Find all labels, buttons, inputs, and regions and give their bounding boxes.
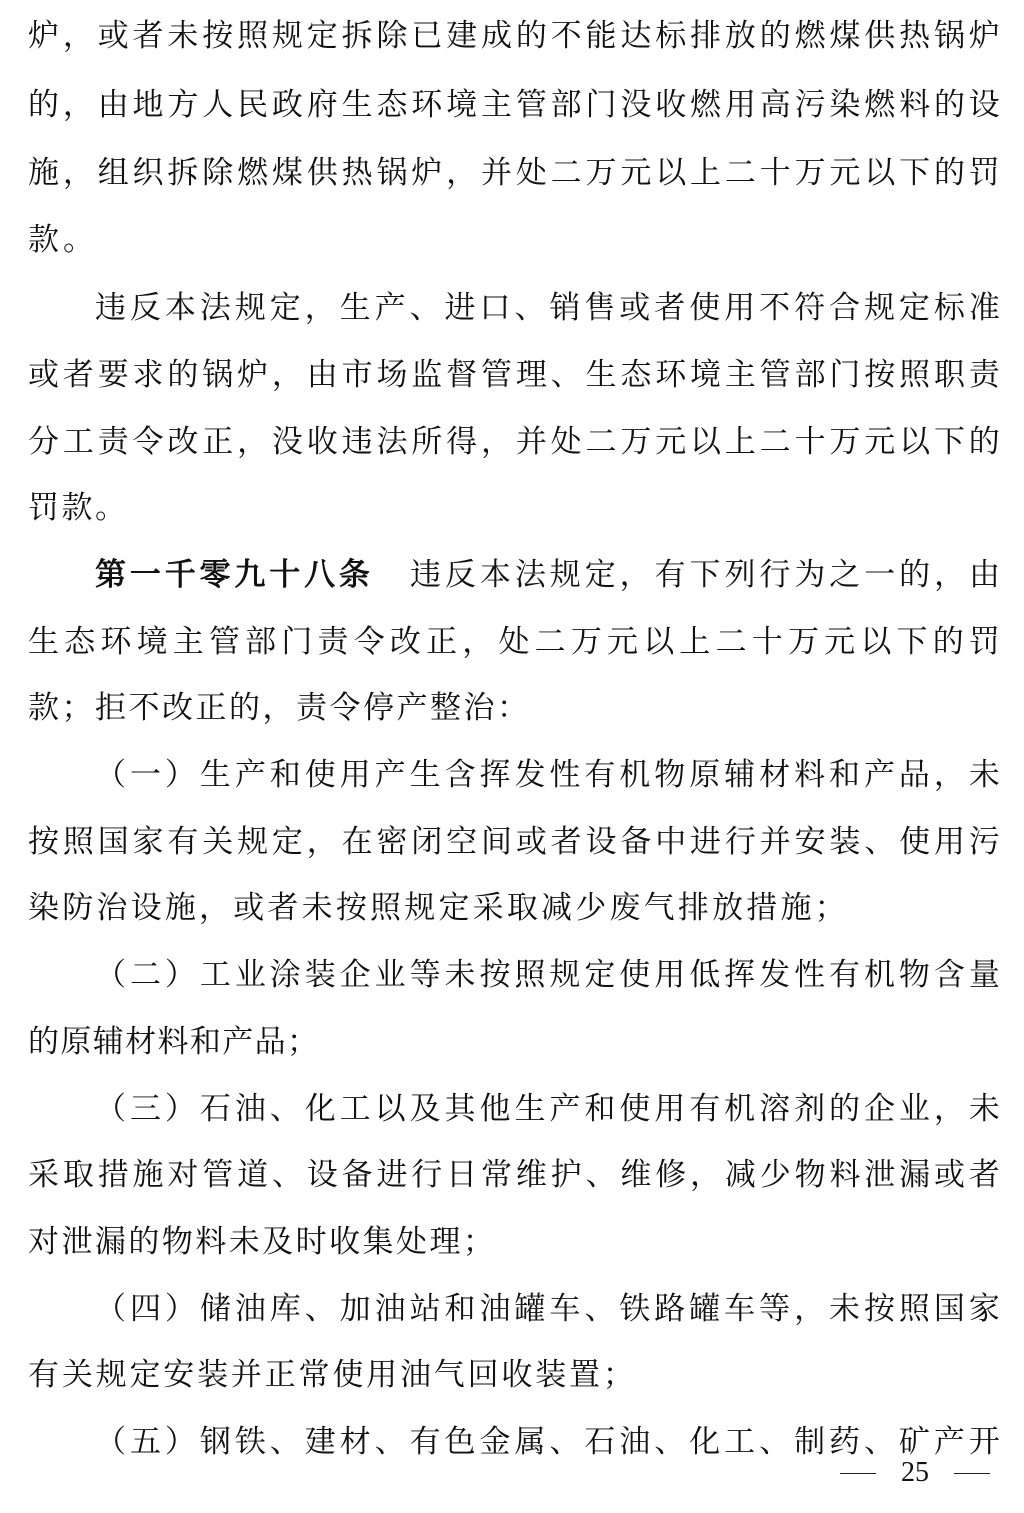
line-text: （ 五 ） 钢 铁 、 建 材 、 有 色 金 属 、 石 油 、 化 工 、 制 药 、 矿 产 开	[95, 1424, 1000, 1460]
line-text: 施 ， 组 织 拆 除 燃 煤 供 热 锅 炉 ， 并 处 二 万 元 以 上 二 十 万 元 以 下 的 罚	[28, 155, 1000, 191]
footer-dash-left	[840, 1473, 876, 1474]
text-line	[0, 286, 1024, 330]
text-line	[0, 218, 1024, 262]
text-line	[0, 1353, 1024, 1397]
article-heading: 第 一 千 零 九 十 八 条	[95, 557, 370, 593]
text-line	[0, 14, 1024, 58]
page-number: 25	[901, 1457, 929, 1488]
line-text: 或 者 要 求 的 锅 炉 ， 由 市 场 监 督 管 理 、 生 态 环 境 主 管 部 门 按 照 职 责	[28, 357, 1000, 393]
line-text: 分 工 责 令 改 正 ， 没 收 违 法 所 得 ， 并 处 二 万 元 以 上 二 十 万 元 以 下 的	[28, 424, 1000, 460]
line-text: 对 泄 漏 的 物 料 未 及 时 收 集 处 理 ；	[28, 1224, 494, 1260]
text-line	[0, 1087, 1024, 1131]
text-line	[0, 486, 1024, 530]
line-text: 款 ； 拒 不 改 正 的 ， 责 令 停 产 整 治 ：	[28, 690, 528, 726]
text-line	[0, 886, 1024, 930]
text-line	[0, 1220, 1024, 1264]
line-text: 染 防 治 设 施 ， 或 者 未 按 照 规 定 采 取 减 少 废 气 排 放 措 施 ；	[28, 890, 846, 926]
text-line	[0, 1287, 1024, 1331]
line-text: 违 反 本 法 规 定 ， 有 下 列 行 为 之 一 的 ， 由	[410, 557, 1000, 593]
text-line	[0, 151, 1024, 195]
text-line	[0, 420, 1024, 464]
text-line	[0, 353, 1024, 397]
text-line	[0, 820, 1024, 864]
text-line	[0, 1153, 1024, 1197]
line-text: 炉 ， 或 者 未 按 照 规 定 拆 除 已 建 成 的 不 能 达 标 排 放 的 燃 煤 供 热 锅 炉	[28, 18, 1000, 54]
text-line	[0, 620, 1024, 664]
line-text: 罚 款 。	[28, 490, 126, 526]
text-line	[0, 83, 1024, 127]
page-footer	[840, 1453, 990, 1493]
text-line	[0, 553, 1024, 597]
text-line	[0, 1020, 1024, 1064]
line-text: 的 ， 由 地 方 人 民 政 府 生 态 环 境 主 管 部 门 没 收 燃 用 高 污 染 燃 料 的 设	[28, 87, 1000, 123]
line-text: 生 态 环 境 主 管 部 门 责 令 改 正 ， 处 二 万 元 以 上 二 十 万 元 以 下 的 罚	[28, 624, 1000, 660]
footer-dash-right	[954, 1473, 990, 1474]
line-text: 采 取 措 施 对 管 道 、 设 备 进 行 日 常 维 护 、 维 修 ， 减 少 物 料 泄 漏 或 者	[28, 1157, 1000, 1193]
text-line	[0, 686, 1024, 730]
line-text: 有 关 规 定 安 装 并 正 常 使 用 油 气 回 收 装 置 ；	[28, 1357, 634, 1393]
line-text: 违 反 本 法 规 定 ， 生 产 、 进 口 、 销 售 或 者 使 用 不 符 合 规 定 标 准	[95, 290, 1000, 326]
line-text: （ 二 ） 工 业 涂 装 企 业 等 未 按 照 规 定 使 用 低 挥 发 性 有 机 物 含 量	[95, 957, 1000, 993]
line-text: （ 三 ） 石 油 、 化 工 以 及 其 他 生 产 和 使 用 有 机 溶 剂 的 企 业 ， 未	[95, 1091, 1000, 1127]
text-line	[0, 753, 1024, 797]
text-line	[0, 953, 1024, 997]
line-text: 按 照 国 家 有 关 规 定 ， 在 密 闭 空 间 或 者 设 备 中 进 行 并 安 装 、 使 用 污	[28, 824, 1000, 860]
line-text: （ 一 ） 生 产 和 使 用 产 生 含 挥 发 性 有 机 物 原 辅 材 料 和 产 品 ， 未	[95, 757, 1000, 793]
line-text: 款 。	[28, 222, 94, 258]
line-text: 的 原 辅 材 料 和 产 品 ；	[28, 1024, 318, 1060]
line-text: （ 四 ） 储 油 库 、 加 油 站 和 油 罐 车 、 铁 路 罐 车 等 ， 未 按 照 国 家	[95, 1291, 1000, 1327]
